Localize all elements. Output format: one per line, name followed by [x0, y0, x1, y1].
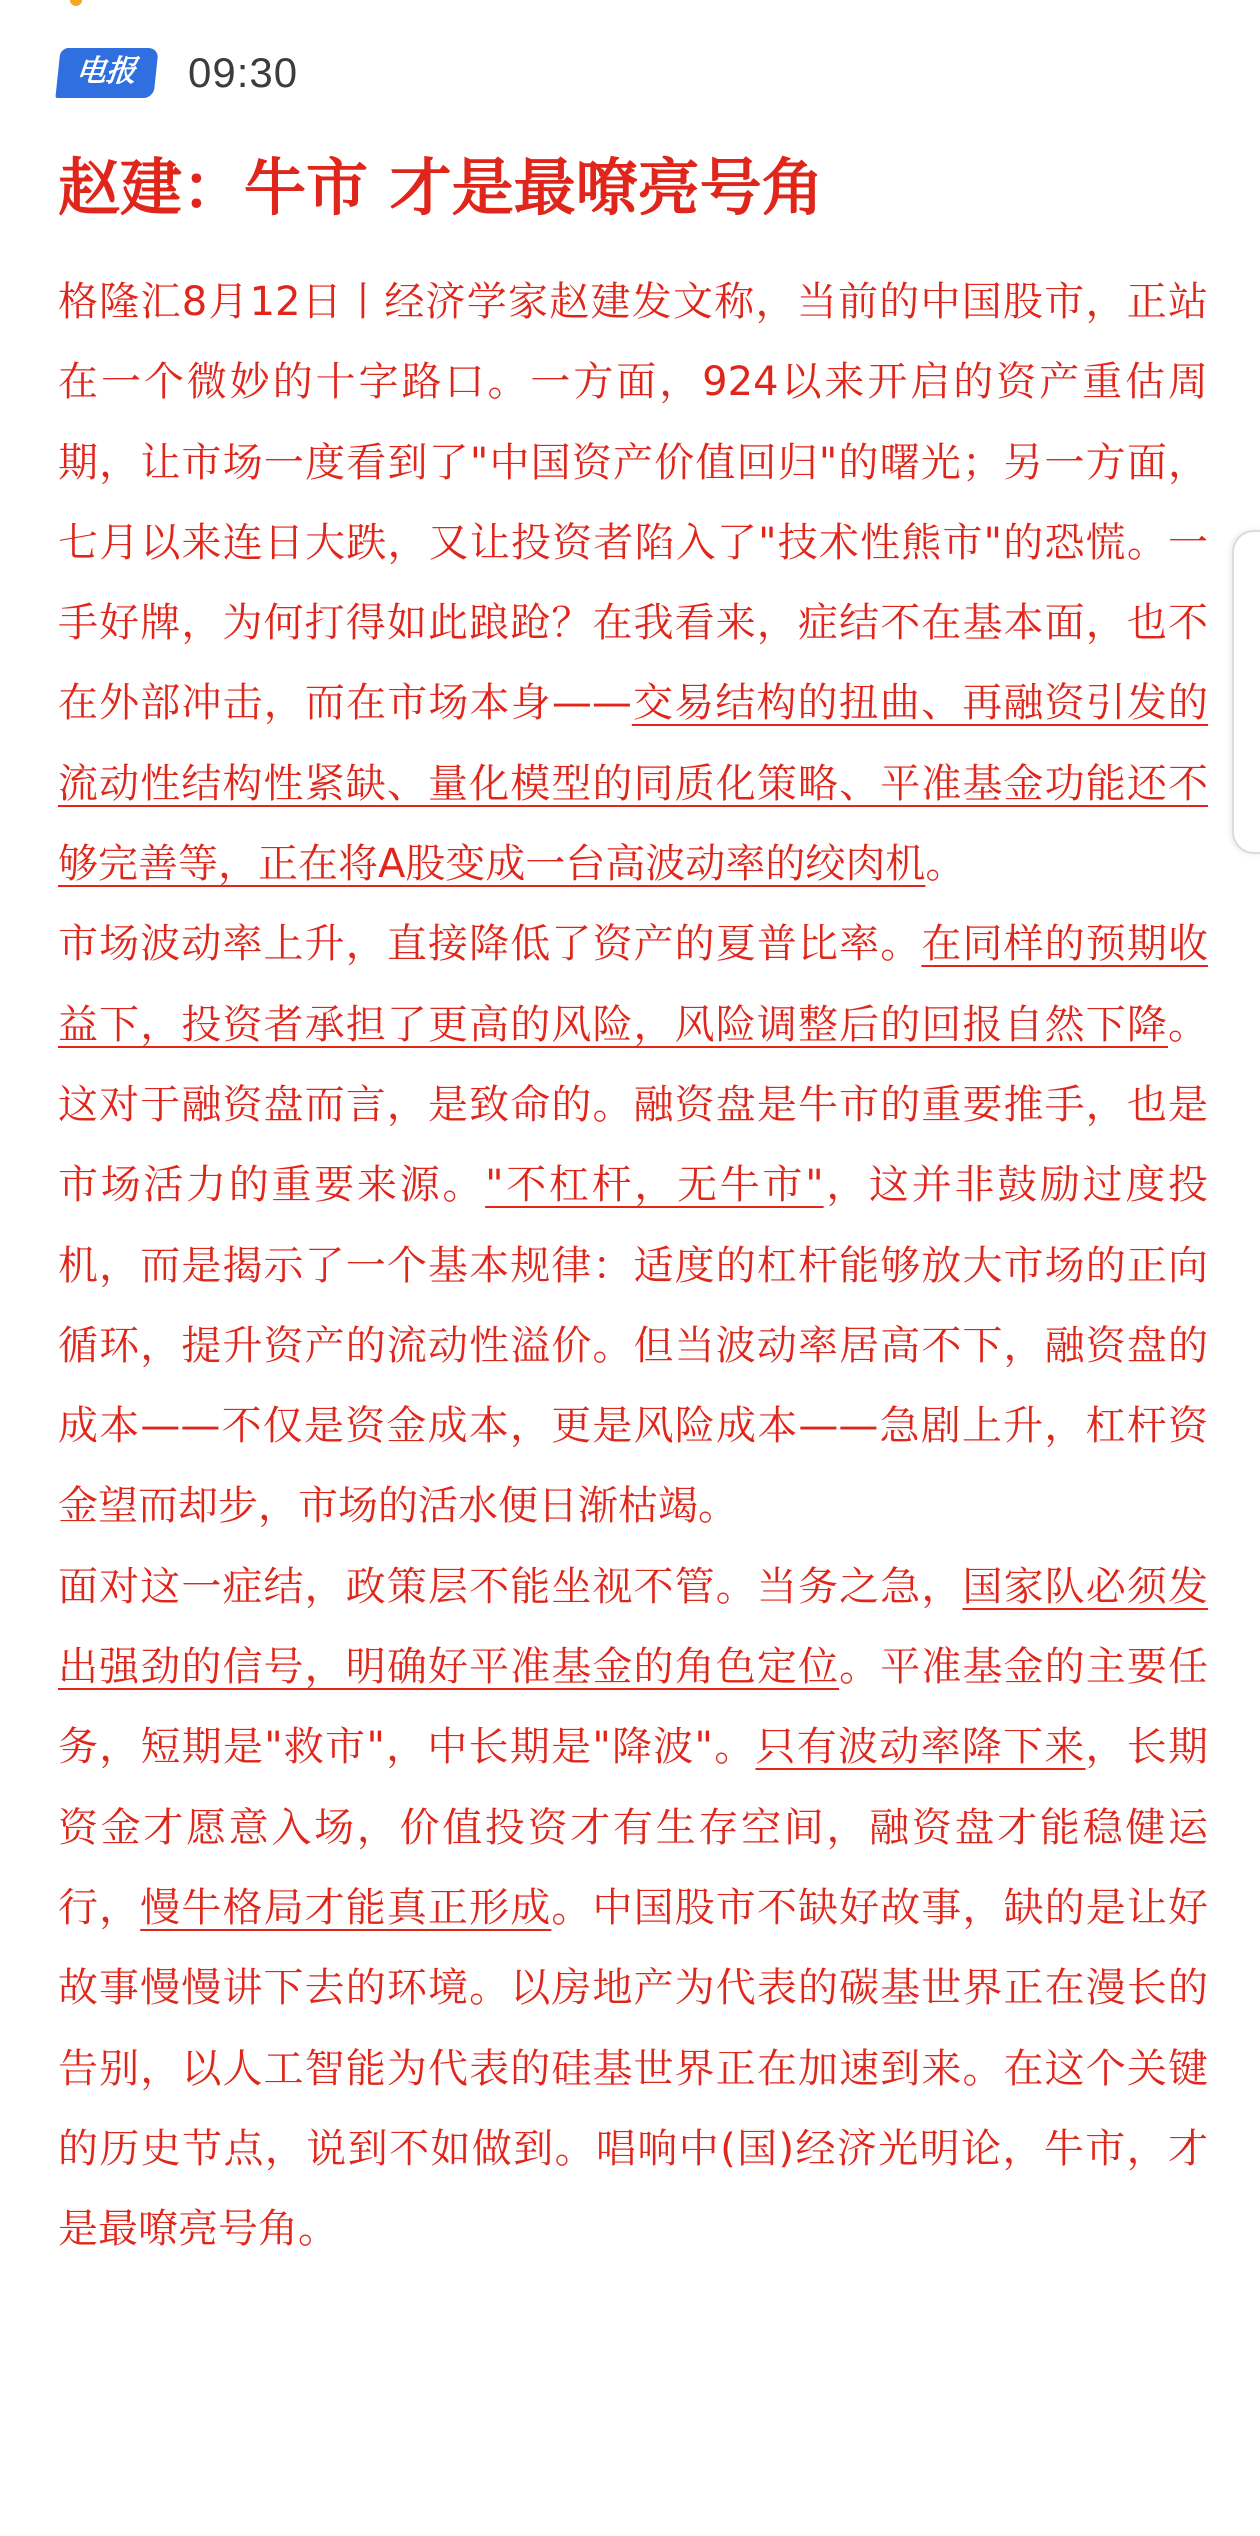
article-header — [58, 48, 298, 98]
side-floating-tab[interactable] — [1232, 530, 1260, 854]
underlined-highlight: 只有波动率降下来 — [755, 1724, 1086, 1771]
article-paragraph-3 — [58, 1547, 1208, 2270]
paragraph-text: ，长期资金才愿意入场，价值投资才有生存空间，融资盘才能稳健运行， — [58, 1724, 1209, 1931]
paragraph-text: 。中国股市不缺好故事，缺的是让好故事慢慢讲下去的环境。以房地产为代表的碳基世界正在漫长的告别，以人工智能为代表的硅基世界正在加速到来。在这个关键的历史节点，说到不如做到。唱响中(国)经济光明论，牛市，才是最嘹亮号角。 — [58, 1884, 1209, 2253]
paragraph-text: 格隆汇8月12日丨经济学家赵建发文称，当前的中国股市，正站在一个微妙的十字路口。一方面，924以来开启的资产重估周期，让市场一度看到了"中国资产价值回归"的曙光；另一方面，七月以来连日大跌，又让投资者陷入了"技术性熊市"的恐慌。一手好牌，为何打得如此踉跄？在我看来，症结不在基本面，也不在外部冲击，而在市场本身—— — [58, 279, 1208, 727]
underlined-highlight: "不杠杆，无牛市" — [485, 1162, 824, 1209]
article-body[interactable] — [58, 262, 1208, 2269]
underlined-highlight: 慢牛格局才能真正形成 — [140, 1884, 552, 1931]
paragraph-text: ，这并非鼓励过度投机，而是揭示了一个基本规律：适度的杠杆能够放大市场的正向循环，提升资产的流动性溢价。但当波动率居高不下，融资盘的成本——不仅是资金成本，更是风险成本——急剧上升，杠杆资金望而却步，市场的活水便日渐枯竭。 — [58, 1162, 1209, 1530]
paragraph-text: 。平准基金的主要任务，短期是"救市"，中长期是"降波"。 — [58, 1644, 1209, 1771]
article-paragraph-1 — [58, 262, 1208, 904]
article-paragraph-2 — [58, 904, 1208, 1546]
article-headline: 赵建：牛市 才是最嘹亮号角 — [58, 151, 824, 224]
paragraph-text: 市场波动率上升，直接降低了资产的夏普比率。 — [58, 921, 922, 968]
top-decoration-dot — [70, 0, 82, 6]
underlined-highlight: 国家队必须发出强劲的信号，明确好平准基金的角色定位 — [58, 1563, 1209, 1691]
underlined-highlight: 交易结构的扭曲、再融资引发的流动性结构性紧缺、量化模型的同质化策略、平准基金功能还不够完善等，正在将A股变成一台高波动率的绞肉机 — [58, 680, 1209, 888]
underlined-highlight: 在同样的预期收益下，投资者承担了更高的风险，风险调整后的回报自然下降 — [58, 921, 1209, 1048]
paragraph-text: 面对这一症结，政策层不能坐视不管。当务之急， — [58, 1563, 963, 1610]
paragraph-text: 。 — [925, 841, 966, 888]
paragraph-text: 。这对于融资盘而言，是致命的。融资盘是牛市的重要推手，也是市场活力的重要来源。 — [58, 1001, 1208, 1209]
telegraph-badge: 电报 — [55, 48, 158, 98]
publish-time: 09:30 — [188, 49, 299, 96]
